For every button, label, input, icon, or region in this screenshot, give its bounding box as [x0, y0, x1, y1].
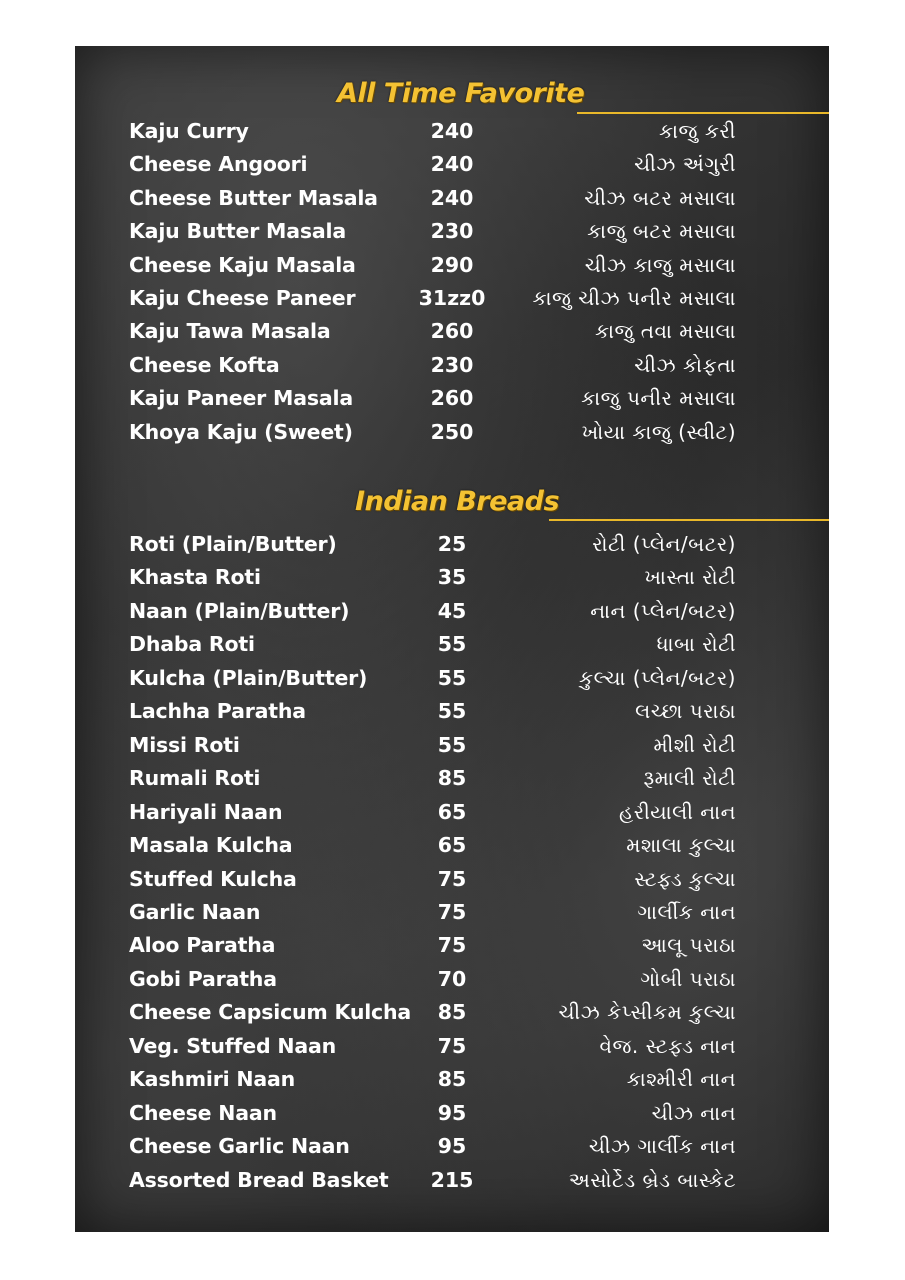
- item-price: 260: [430, 386, 474, 411]
- item-price: 75: [437, 866, 467, 891]
- item-name: Aloo Paratha: [129, 933, 276, 958]
- item-name-gujarati: ચીઝ કેપ્સીકમ કુલ્ચા: [558, 1000, 736, 1025]
- menu-item: [75, 766, 829, 799]
- item-name: Hariyali Naan: [129, 799, 283, 824]
- item-name-gujarati: નાન (પ્લેન/બટર): [590, 598, 736, 623]
- menu-item: [75, 900, 829, 933]
- item-name-gujarati: ચીઝ અંગુરી: [634, 152, 736, 177]
- item-price: 85: [437, 1000, 467, 1025]
- item-name-gujarati: ચીઝ કોફતા: [634, 352, 736, 377]
- item-name-gujarati: કાશ્મીરી નાન: [626, 1067, 736, 1092]
- menu-item: [75, 833, 829, 866]
- item-name: Kaju Butter Masala: [129, 219, 346, 244]
- item-price: 31zz0: [418, 286, 486, 310]
- menu-item: [75, 632, 829, 665]
- item-name: Cheese Kofta: [129, 352, 280, 377]
- item-name: Kulcha (Plain/Butter): [129, 665, 368, 690]
- item-name: Rumali Roti: [129, 766, 261, 791]
- item-price: 95: [437, 1100, 467, 1125]
- item-name-gujarati: કુલ્ચા (પ્લેન/બટર): [578, 665, 736, 690]
- item-name: Garlic Naan: [129, 899, 261, 924]
- menu-item: [75, 420, 829, 453]
- item-price: 65: [437, 799, 467, 824]
- item-name-gujarati: ખાસ્તા રોટી: [644, 565, 736, 590]
- section-title-underline: [549, 519, 829, 521]
- menu-item: [75, 219, 829, 252]
- section-header-all-time-favorite: [75, 78, 829, 118]
- menu-item: [75, 152, 829, 185]
- menu-item: [75, 967, 829, 1000]
- item-price: 240: [430, 152, 474, 177]
- item-name-gujarati: કાજુ પનીર મસાલા: [581, 386, 736, 411]
- menu-board: [75, 46, 829, 1232]
- item-name-gujarati: ચીઝ બટર મસાલા: [584, 185, 736, 210]
- item-price: 70: [437, 966, 467, 991]
- menu-item: [75, 1134, 829, 1167]
- menu-item: [75, 119, 829, 152]
- item-name: Khoya Kaju (Sweet): [129, 419, 353, 444]
- menu-item: [75, 286, 829, 319]
- item-name: Missi Roti: [129, 732, 240, 757]
- menu-item: [75, 599, 829, 632]
- menu-item: [75, 186, 829, 219]
- item-name: Cheese Butter Masala: [129, 185, 378, 210]
- menu-item: [75, 699, 829, 732]
- item-price: 230: [430, 219, 474, 244]
- item-name-gujarati: સ્ટફ્ડ કુલ્ચા: [634, 866, 736, 891]
- item-name: Lachha Paratha: [129, 699, 306, 724]
- section-title: All Time Favorite: [337, 78, 585, 109]
- item-name-gujarati: રોટી (પ્લેન/બટર): [592, 532, 736, 556]
- menu-item: [75, 532, 829, 565]
- item-price: 290: [430, 252, 474, 277]
- item-name: Cheese Naan: [129, 1100, 277, 1125]
- item-name: Cheese Garlic Naan: [129, 1134, 350, 1159]
- menu-item: [75, 319, 829, 352]
- item-name: Stuffed Kulcha: [129, 866, 297, 891]
- item-name: Kaju Paneer Masala: [129, 386, 353, 411]
- item-price: 250: [430, 419, 474, 444]
- item-name: Kaju Cheese Paneer: [129, 286, 356, 310]
- section-title: Indian Breads: [355, 486, 560, 517]
- item-price: 55: [437, 732, 467, 757]
- item-name: Dhaba Roti: [129, 632, 255, 657]
- item-price: 240: [430, 185, 474, 210]
- item-name: Kaju Tawa Masala: [129, 319, 331, 344]
- item-price: 45: [437, 598, 467, 623]
- item-name: Kaju Curry: [129, 119, 249, 143]
- item-name-gujarati: કાજુ કરી: [659, 119, 736, 143]
- item-name: Cheese Capsicum Kulcha: [129, 1000, 412, 1025]
- item-name-gujarati: રૂમાલી રોટી: [643, 766, 736, 791]
- item-price: 65: [437, 833, 467, 858]
- menu-item: [75, 353, 829, 386]
- item-name: Naan (Plain/Butter): [129, 598, 350, 623]
- item-name-gujarati: વેજ. સ્ટફ્ડ નાન: [599, 1033, 736, 1058]
- menu-item: [75, 1000, 829, 1033]
- menu-item: [75, 733, 829, 766]
- item-name-gujarati: ચીઝ ગાર્લીક નાન: [588, 1134, 736, 1159]
- menu-item: [75, 253, 829, 286]
- item-name-gujarati: કાજુ ચીઝ પનીર મસાલા: [532, 286, 736, 310]
- item-name-gujarati: હરીયાલી નાન: [619, 799, 736, 824]
- item-name-gujarati: લચ્છા પરાઠા: [635, 699, 736, 724]
- item-name-gujarati: આલૂ પરાઠા: [641, 933, 736, 958]
- item-name-gujarati: ગાર્લીક નાન: [637, 899, 736, 924]
- menu-item: [75, 386, 829, 419]
- menu-item: [75, 1067, 829, 1100]
- menu-item: [75, 1101, 829, 1134]
- item-price: 55: [437, 699, 467, 724]
- section-title-underline: [577, 112, 829, 114]
- item-price: 75: [437, 899, 467, 924]
- item-name-gujarati: ચીઝ કાજુ મસાલા: [584, 252, 736, 277]
- item-price: 85: [437, 766, 467, 791]
- section-header-indian-breads: [75, 486, 829, 526]
- item-price: 95: [437, 1134, 467, 1159]
- item-price: 75: [437, 1033, 467, 1058]
- item-name-gujarati: ચીઝ નાન: [651, 1100, 736, 1125]
- item-name: Roti (Plain/Butter): [129, 532, 337, 556]
- item-name: Masala Kulcha: [129, 833, 293, 858]
- item-name-gujarati: કાજુ તવા મસાલા: [594, 319, 736, 344]
- item-price: 260: [430, 319, 474, 344]
- menu-item: [75, 867, 829, 900]
- menu-item: [75, 800, 829, 833]
- item-name: Veg. Stuffed Naan: [129, 1033, 336, 1058]
- item-price: 55: [437, 632, 467, 657]
- item-name-gujarati: મીશી રોટી: [653, 732, 736, 757]
- item-price: 25: [437, 532, 467, 556]
- item-price: 85: [437, 1067, 467, 1092]
- item-name: Kashmiri Naan: [129, 1067, 295, 1092]
- item-price: 240: [430, 119, 474, 143]
- menu-item: [75, 1168, 829, 1201]
- item-name: Cheese Angoori: [129, 152, 308, 177]
- item-name-gujarati: ગોબી પરાઠા: [640, 966, 736, 991]
- item-name: Cheese Kaju Masala: [129, 252, 356, 277]
- item-name: Khasta Roti: [129, 565, 261, 590]
- item-name-gujarati: ધાબા રોટી: [656, 632, 736, 657]
- menu-item: [75, 1034, 829, 1067]
- item-name-gujarati: મશાલા કુલ્ચા: [626, 833, 736, 858]
- item-name: Gobi Paratha: [129, 966, 277, 991]
- item-price: 75: [437, 933, 467, 958]
- item-name-gujarati: કાજુ બટર મસાલા: [587, 219, 736, 244]
- item-price: 230: [430, 352, 474, 377]
- item-name-gujarati: અસોર્ટેડ બ્રેડ બાસ્કેટ: [568, 1167, 736, 1192]
- menu-item: [75, 565, 829, 598]
- menu-item: [75, 666, 829, 699]
- item-price: 55: [437, 665, 467, 690]
- menu-item: [75, 933, 829, 966]
- item-name: Assorted Bread Basket: [129, 1167, 389, 1192]
- item-price: 215: [430, 1167, 474, 1192]
- item-name-gujarati: ખોયા કાજુ (સ્વીટ): [581, 419, 736, 444]
- item-price: 35: [437, 565, 467, 590]
